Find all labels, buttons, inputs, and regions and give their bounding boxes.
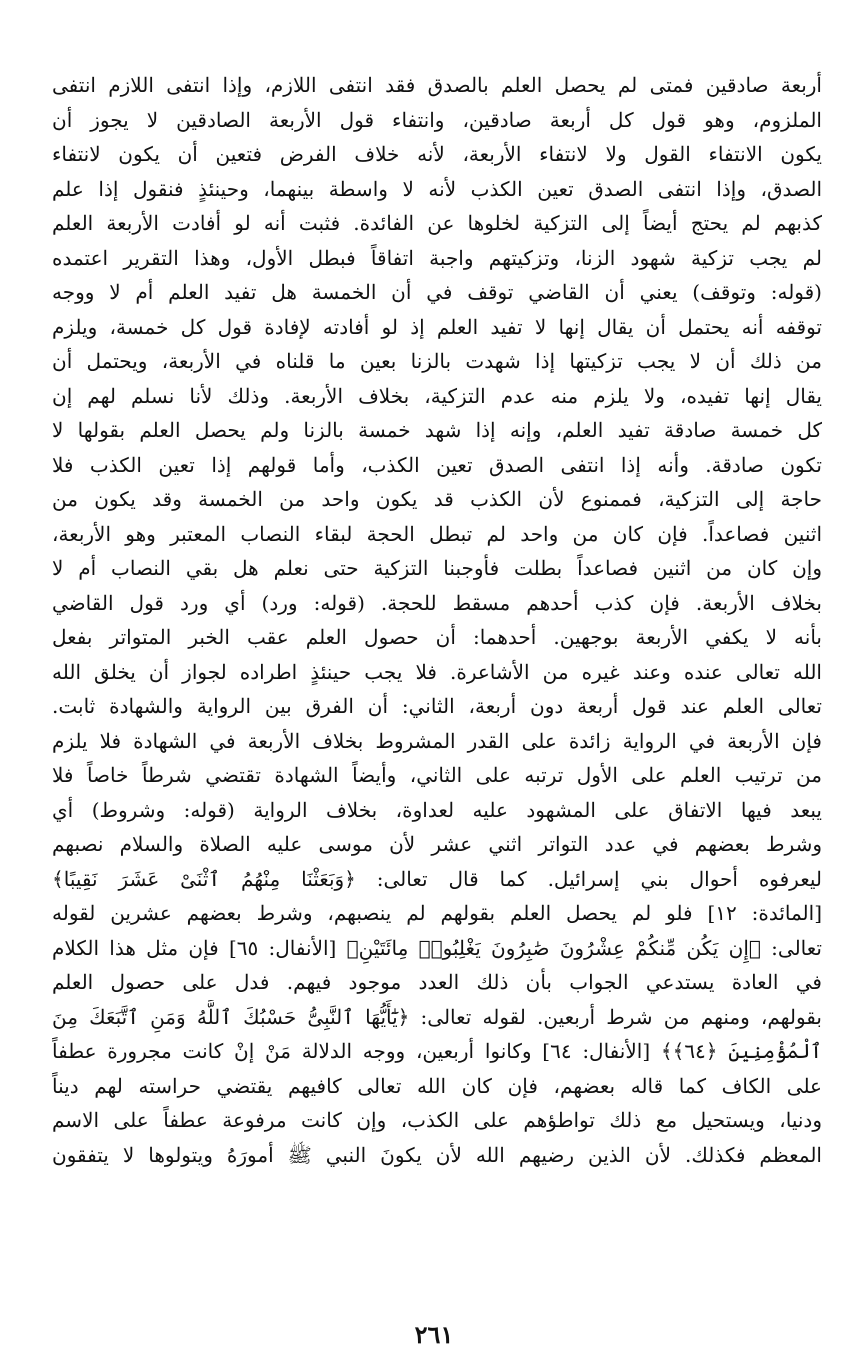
- text-line: فإن الأربعة في الرواية زائدة على القدر المشروط بخلاف الأربعة في الشهادة فلا يلزم: [52, 728, 822, 753]
- text-line: بأنه لا يكفي الأربعة بوجهين. أحدهما: أن حصول العلم عقب الخبر المتواتر بفعل: [52, 625, 822, 649]
- text-line: يكون الانتفاء القول ولا لانتفاء الأربعة، لأنه خلاف الفرض فتعين أن يكون لانتفاء: [52, 142, 822, 166]
- text-line: الله تعالى عنده وعند غيره من الأشاعرة. فلا يجب حينئذٍ اطراده لجواز أن يخلق الله: [52, 659, 822, 684]
- text-line: على الكاف كما قاله بعضهم، فإن كان الله تعالى كافيهم يقتضي حراسته لهم ديناً: [52, 1073, 822, 1098]
- text-line: في العادة يستدعي الجواب بأن ذلك العدد موجود فيهم. فدل على حصول العلم: [52, 970, 822, 994]
- text-line: تعالى: ﴿إِن يَكُن مِّنكُمْ عِشْرُونَ صَٰبِرُونَ يَغْلِبُوا۟ مِائَتَيْنِ﴾ [الأنفال: ٦٥] فإن مثل هذا الكلام: [52, 935, 822, 960]
- text-line: بخلاف الأربعة. فإن كذب أحدهم مسقط للحجة. (قوله: ورد) أي ورد قول القاضي: [52, 590, 822, 615]
- text-line: يقال إنها تفيده، ولا يلزم منه عدم التزكية، بخلاف الأربعة. وذلك لأنا نسلم لهم إن: [52, 383, 822, 408]
- text-line: اثنين فصاعداً. فإن كان من واحد لم تبطل الحجة لبقاء النصاب المعتبر وهو الأربعة،: [52, 521, 822, 546]
- text-line: من ترتيب العلم على الأول ترتبه على الثاني، وأيضاً الشهادة تقتضي شرطاً خاصاً فلا: [52, 763, 822, 787]
- text-line: الصدق، وإذا انتفى الصدق تعين الكذب لأنه لا واسطة بينهما، وحينئذٍ فنقول إذا علم: [52, 176, 822, 201]
- page-number: ٢٦١: [414, 1320, 454, 1349]
- text-line: ٱلْمُؤْمِنِينَ ﴿٦٤﴾﴾ [الأنفال: ٦٤] وكانوا أربعين، ووجه الدلالة مَنْ إنْ كانت مجرورة عطفاً: [52, 1039, 822, 1063]
- text-line: تكون صادقة. وأنه إذا انتفى الصدق تعين الكذب، وأما قولهم إذا تعين الكذب فلا: [52, 452, 822, 477]
- text-line: من ذلك أن لا يجب تزكيتها إذا شهدت بالزنا بعين ما قلناه في الأربعة، ويحتمل أن: [52, 349, 822, 373]
- text-line: كذبهم لم يحتج أيضاً إلى التزكية لخلوها عن الفائدة. فثبت أنه لو أفادت الأربعة العلم: [52, 211, 822, 235]
- text-line: [المائدة: ١٢] فلو لم يحصل العلم بقولهم لم ينصبهم، وشرط بعضهم عشرين لقوله: [52, 901, 822, 925]
- text-line: ليعرفوه أحوال بني إسرائيل. كما قال تعالى: ﴿وَبَعَثْنَا مِنْهُمُ ٱثْنَىْ عَشَرَ نَقِيبًا﴾: [52, 866, 822, 891]
- text-line: وإن كان من اثنين فصاعداً بطلت فأوجبنا التزكية حتى نعلم هل بقي النصاب أم لا: [52, 556, 822, 580]
- text-line: كل خمسة صادقة تفيد العلم، وإنه إذا شهد خمسة بالزنا ولم يحصل العلم بقولها لا: [52, 418, 822, 442]
- text-line: ودنيا، ويستحيل مع ذلك تواطؤهم على الكذب، وإن كانت مرفوعة عطفاً على الاسم: [52, 1108, 822, 1132]
- text-line: تعالى العلم عند قول أربعة دون أربعة، الثاني: أن الفرق بين الرواية والشهادة ثابت.: [52, 694, 822, 718]
- text-line: لم يجب تزكية شهود الزنا، وتزكيتهم واجبة اتفاقاً فبطل الأول، وهذا التقرير اعتمده: [52, 245, 822, 270]
- text-line: بقولهم، ومنهم من شرط أربعين. لقوله تعالى: ﴿يَٰٓأَيُّهَا ٱلنَّبِىُّ حَسْبُكَ ٱللَّهُ وَمَنِ ٱتَّبَعَكَ مِنَ: [52, 1004, 822, 1029]
- text-line: حاجة إلى التزكية، فممنوع لأن الكذب قد يكون واحد من الخمسة وقد يكون من: [52, 487, 822, 511]
- text-line: يبعد فيها الاتفاق على المشهود عليه لعداوة، بخلاف الرواية (قوله: وشروط) أي: [52, 797, 822, 822]
- text-line: (قوله: وتوقف) يعني أن القاضي توقف في أن الخمسة هل تفيد العلم أم لا ووجه: [52, 280, 822, 304]
- body-text: [52, 68, 822, 1172]
- text-line: أربعة صادقين فمتى لم يحصل العلم بالصدق فقد انتفى اللازم، وإذا انتفى اللازم انتفى: [52, 73, 822, 97]
- text-line: وشرط بعضهم في عدد التواتر اثني عشر لأن موسى عليه الصلاة والسلام نصبهم: [52, 832, 822, 856]
- text-line: الملزوم، وهو قول كل أربعة صادقين، وانتفاء قول الأربعة الصادقين لا يجوز أن: [52, 107, 822, 132]
- text-line: توقفه أنه يحتمل أن يقال إنها لا تفيد العلم إذ لو أفادته لإفادة قول كل خمسة، ويلزم: [52, 314, 822, 339]
- text-line: المعظم فكذلك. لأن الذين رضيهم الله لأن يكونَ النبي ﷺ أمورَهُ ويتولوها لا يتفقون: [52, 1142, 822, 1167]
